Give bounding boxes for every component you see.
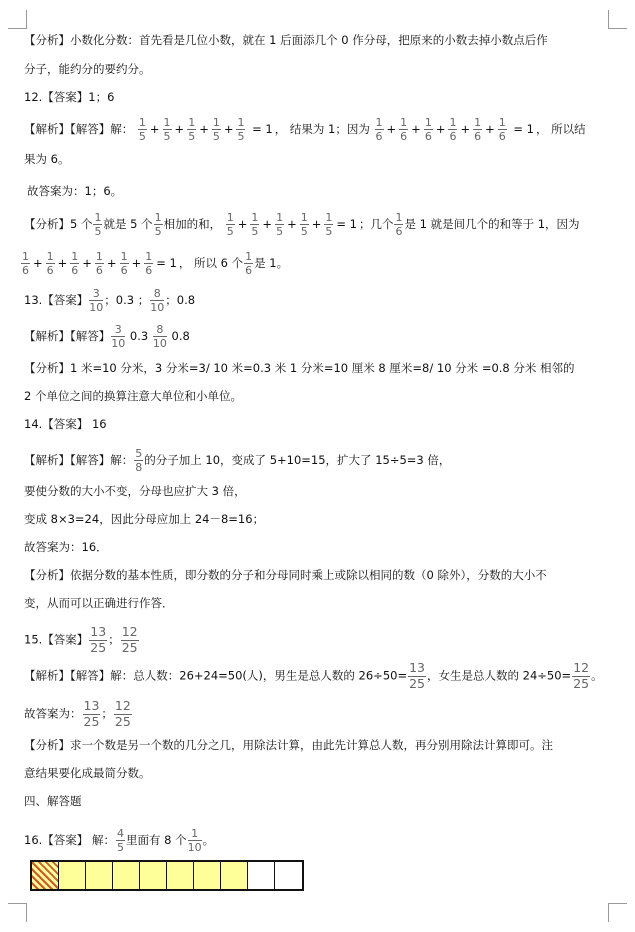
grid-cell-filled bbox=[194, 862, 221, 889]
numerator: 1 bbox=[188, 116, 196, 129]
denominator: 6 bbox=[375, 130, 383, 143]
denominator: 5 bbox=[300, 225, 308, 238]
denominator: 10 bbox=[150, 301, 165, 314]
numerator: 1 bbox=[424, 116, 432, 129]
fraction bbox=[212, 117, 221, 142]
plus-sign: + bbox=[435, 122, 446, 136]
analysis-14-line1: 【分析】依据分数的基本性质，即分数的分子和分母同时乘上或除以相同的数（0 除外），分数的大小不 bbox=[24, 568, 547, 582]
solution-14-line2: 要使分数的大小不变，分母也应扩大 3 倍， bbox=[24, 484, 246, 498]
grid-cell-empty bbox=[248, 862, 275, 889]
fraction bbox=[46, 251, 55, 276]
denominator: 6 bbox=[71, 264, 79, 277]
answer-14: 14.【答案】 16 bbox=[24, 417, 107, 431]
denominator: 5 bbox=[163, 130, 171, 143]
numerator: 1 bbox=[498, 116, 506, 129]
answer-15: 15.【答案】 $\frac{13}{25}$ ； $\frac{12}{25}$ bbox=[24, 624, 138, 655]
denominator: 6 bbox=[400, 130, 408, 143]
numerator: 1 bbox=[245, 250, 253, 263]
grid-cell-filled bbox=[167, 862, 194, 889]
numerator: 4 bbox=[116, 827, 124, 840]
grid-cell-filled bbox=[86, 862, 113, 889]
numerator: 8 bbox=[150, 288, 164, 301]
analysis-15-line1: 【分析】求一个数是另一个数的几分之几，用除法计算，由此先计算总人数，再分别用除法计算即可。注 bbox=[24, 738, 553, 752]
denominator: 6 bbox=[498, 130, 506, 143]
denominator: 10 bbox=[89, 301, 104, 314]
grid-cell-filled bbox=[221, 862, 248, 889]
numerator: 1 bbox=[395, 211, 403, 224]
section-heading: 四、解答题 bbox=[24, 794, 82, 808]
numerator: 1 bbox=[94, 211, 102, 224]
numerator: 3 bbox=[111, 324, 125, 337]
numerator: 1 bbox=[300, 211, 308, 224]
fraction bbox=[83, 700, 101, 728]
plus-sign: + bbox=[237, 217, 248, 231]
denominator: 10 bbox=[187, 841, 202, 854]
numerator: 1 bbox=[188, 828, 202, 841]
denominator: 5 bbox=[154, 225, 162, 238]
denominator: 25 bbox=[121, 639, 138, 655]
plus-sign: + bbox=[485, 122, 495, 136]
fraction-sum-sixths bbox=[20, 250, 154, 277]
denominator: 6 bbox=[245, 264, 253, 277]
numerator: 1 bbox=[120, 250, 128, 263]
fraction-sum-fifths bbox=[137, 116, 247, 143]
solution-13: 【解析】【解答】 $\frac{3}{10}$ 0.3 $\frac{8}{10}$ 0.8 bbox=[24, 323, 190, 350]
denominator: 6 bbox=[120, 264, 128, 277]
denominator: 5 bbox=[138, 130, 146, 143]
equals-one: = 1 bbox=[252, 122, 273, 136]
solution-15: 【解析】【解答】解：总人数：26+24=50(人)，男生是总人数的 26÷50= $\frac{13}{25}$ ，女生是总人数的 24÷50= $\frac{12}{25}$ 。 bbox=[24, 660, 603, 691]
analysis-12-line1: 【分析】5 个 $\frac{1}{5}$ 就是 5 个 $\frac{1}{5}$ 相加的和， $\frac{1}{5}$ + $\frac{1}{5}$ + $\frac{1}{5}$ + $\frac{1}{5}$ + $\frac{1}{5}$ = 1 ；几个 $\frac{1}{6}$ 是 1 就是间几个的和等于 1，因为 bbox=[24, 211, 580, 238]
denominator: 5 bbox=[212, 130, 220, 143]
numerator: 12 bbox=[573, 660, 590, 675]
denominator: 6 bbox=[424, 130, 432, 143]
grid-cell-filled bbox=[59, 862, 86, 889]
fraction bbox=[473, 117, 482, 142]
fraction bbox=[93, 212, 102, 237]
fraction-sum-sixths bbox=[374, 116, 508, 143]
analysis-line: 分子，能约分的要约分。 bbox=[24, 62, 151, 76]
fraction bbox=[324, 212, 333, 237]
denominator: 10 bbox=[111, 337, 126, 350]
fraction bbox=[153, 324, 167, 349]
solution-14-line3: 变成 8×3=24，因此分母应加上 24－8=16； bbox=[24, 512, 265, 526]
numerator: 1 bbox=[163, 116, 171, 129]
fraction bbox=[163, 117, 172, 142]
page-corner-mark bbox=[8, 10, 27, 29]
plus-sign: + bbox=[57, 256, 68, 270]
final-answer-15: 故答案为： $\frac{13}{25}$ ； $\frac{12}{25}$ bbox=[24, 698, 131, 729]
plus-sign: + bbox=[223, 122, 234, 136]
plus-sign: + bbox=[262, 217, 273, 231]
fraction bbox=[120, 251, 129, 276]
denominator: 5 bbox=[188, 130, 196, 143]
denominator: 10 bbox=[152, 337, 167, 350]
numerator: 5 bbox=[135, 447, 143, 460]
fraction bbox=[399, 117, 408, 142]
solution-12-line: 【解析】【解答】解： $\frac{1}{5}$ + $\frac{1}{5}$ + $\frac{1}{5}$ + $\frac{1}{5}$ + $\frac{1}{5}$ = 1 ， 结果为 1；因为 $\frac{1}{6}$ + $\frac{1}{6}$ + $\frac{1}{6}$ + $\frac{1}{6}$ + $\frac{1}{6}$ + $\frac{1}{6}$ = 1 ， 所以结 bbox=[24, 116, 586, 143]
denominator: 5 bbox=[226, 225, 234, 238]
denominator: 5 bbox=[276, 225, 284, 238]
answer-12: 12.【答案】1；6 bbox=[24, 90, 115, 104]
numerator: 13 bbox=[83, 698, 100, 713]
denominator: 6 bbox=[46, 264, 54, 277]
fraction bbox=[236, 117, 245, 142]
analysis-13-line1: 【分析】1 米=10 分米，3 分米=3/ 10 米=0.3 米 1 分米=10 厘米 8 厘米=8/ 10 分米 =0.8 分米 相邻的 bbox=[24, 361, 575, 375]
denominator: 5 bbox=[116, 841, 124, 854]
page-corner-mark bbox=[8, 903, 27, 922]
page-corner-mark bbox=[608, 10, 627, 29]
solution-14: 【解析】【解答】解： $\frac{5}{8}$ 的分子加上 10，变成了 5+10=15，扩大了 15÷5=3 倍， bbox=[24, 447, 451, 474]
solution-label: 【解析】【解答】解： bbox=[24, 122, 134, 136]
plus-sign: + bbox=[311, 217, 322, 231]
analysis-13-line2: 2 个单位之间的换算注意大单位和小单位。 bbox=[24, 389, 242, 403]
fraction bbox=[114, 700, 132, 728]
numerator: 1 bbox=[251, 211, 259, 224]
fraction bbox=[111, 324, 125, 349]
fraction bbox=[187, 117, 196, 142]
fraction bbox=[244, 251, 253, 276]
denominator: 25 bbox=[114, 713, 131, 729]
fraction bbox=[498, 117, 507, 142]
fraction bbox=[70, 251, 79, 276]
fraction bbox=[448, 117, 457, 142]
grid-cell-filled bbox=[113, 862, 140, 889]
fraction bbox=[150, 288, 164, 313]
fraction bbox=[275, 212, 284, 237]
numerator: 1 bbox=[145, 250, 153, 263]
numerator: 1 bbox=[71, 250, 79, 263]
numerator: 1 bbox=[449, 116, 457, 129]
plus-sign: + bbox=[33, 256, 43, 270]
fraction bbox=[89, 626, 107, 654]
numerator: 12 bbox=[121, 624, 138, 639]
plus-sign: + bbox=[82, 256, 92, 270]
numerator: 3 bbox=[89, 288, 103, 301]
denominator: 25 bbox=[573, 675, 590, 691]
fraction bbox=[121, 626, 139, 654]
plus-sign: + bbox=[199, 122, 209, 136]
grid-cell-filled bbox=[140, 862, 167, 889]
numerator: 8 bbox=[153, 324, 167, 337]
fraction bbox=[188, 828, 202, 853]
numerator: 1 bbox=[138, 116, 146, 129]
numerator: 1 bbox=[237, 116, 245, 129]
fraction bbox=[154, 212, 163, 237]
numerator: 1 bbox=[22, 250, 29, 263]
fraction bbox=[424, 117, 433, 142]
numerator: 1 bbox=[276, 211, 284, 224]
fraction bbox=[394, 212, 403, 237]
denominator: 5 bbox=[325, 225, 333, 238]
denominator: 8 bbox=[135, 461, 143, 474]
grid-cell-hatched bbox=[32, 862, 59, 889]
fraction bbox=[95, 251, 104, 276]
plus-sign: + bbox=[149, 122, 160, 136]
plus-sign: + bbox=[106, 256, 117, 270]
solution-12-cont: 果为 6。 bbox=[24, 152, 70, 166]
fraction bbox=[300, 212, 309, 237]
fraction-sum-fifths bbox=[225, 211, 335, 238]
fraction bbox=[89, 288, 103, 313]
fraction bbox=[134, 448, 143, 473]
fraction bbox=[250, 212, 259, 237]
final-answer-12: 故答案为：1；6。 bbox=[27, 184, 123, 198]
analysis-12-line2: $\frac{1}{6}$ + $\frac{1}{6}$ + $\frac{1}{6}$ + $\frac{1}{6}$ + $\frac{1}{6}$ + $\frac{1}{6}$ = 1 ， 所以 6 个 $\frac{1}{6}$ 是 1。 bbox=[22, 250, 289, 277]
analysis-line: 【分析】小数化分数：首先看是几位小数，就在 1 后面添几个 0 作分母，把原来的小数去掉小数点后作 bbox=[24, 33, 548, 47]
plus-sign: + bbox=[460, 122, 471, 136]
denominator: 6 bbox=[449, 130, 457, 143]
numerator: 13 bbox=[409, 660, 425, 675]
numerator: 12 bbox=[114, 698, 131, 713]
denominator: 25 bbox=[409, 675, 425, 691]
plus-sign: + bbox=[131, 256, 142, 270]
numerator: 1 bbox=[375, 116, 383, 129]
plus-sign: + bbox=[411, 122, 421, 136]
answer-16: 16.【答案】 解： $\frac{4}{5}$ 里面有 8 个 $\frac{1}{10}$ 。 bbox=[24, 827, 215, 854]
fraction bbox=[572, 662, 590, 690]
page-corner-mark bbox=[608, 903, 627, 922]
fraction bbox=[408, 662, 426, 690]
fraction bbox=[21, 251, 30, 276]
denominator: 25 bbox=[90, 639, 107, 655]
denominator: 5 bbox=[94, 225, 102, 238]
fraction bbox=[375, 117, 384, 142]
denominator: 6 bbox=[395, 225, 403, 238]
denominator: 6 bbox=[95, 264, 103, 277]
numerator: 1 bbox=[212, 116, 220, 129]
analysis-15-line2: 意结果要化成最简分数。 bbox=[24, 766, 151, 780]
fraction bbox=[144, 251, 153, 276]
numerator: 13 bbox=[90, 624, 107, 639]
fraction bbox=[116, 828, 125, 853]
numerator: 1 bbox=[95, 250, 103, 263]
plus-sign: + bbox=[287, 217, 297, 231]
numerator: 1 bbox=[154, 211, 162, 224]
denominator: 6 bbox=[474, 130, 482, 143]
plus-sign: + bbox=[174, 122, 185, 136]
denominator: 5 bbox=[237, 130, 245, 143]
fraction bbox=[138, 117, 147, 142]
numerator: 1 bbox=[46, 250, 54, 263]
fraction-grid bbox=[30, 860, 304, 891]
final-answer-14: 故答案为：16． bbox=[24, 540, 108, 554]
numerator: 1 bbox=[226, 211, 234, 224]
plus-sign: + bbox=[386, 122, 397, 136]
denominator: 5 bbox=[251, 225, 259, 238]
fraction bbox=[226, 212, 235, 237]
denominator: 6 bbox=[145, 264, 153, 277]
analysis-14-line2: 变，从而可以正确进行作答． bbox=[24, 596, 174, 610]
grid-cell-empty bbox=[275, 862, 302, 889]
numerator: 1 bbox=[474, 116, 482, 129]
answer-13: 13.【答案】 $\frac{3}{10}$ ；0.3 ； $\frac{8}{10}$ ；0.8 bbox=[24, 287, 196, 314]
numerator: 1 bbox=[325, 211, 333, 224]
numerator: 1 bbox=[400, 116, 408, 129]
denominator: 6 bbox=[22, 264, 29, 277]
denominator: 25 bbox=[83, 713, 100, 729]
